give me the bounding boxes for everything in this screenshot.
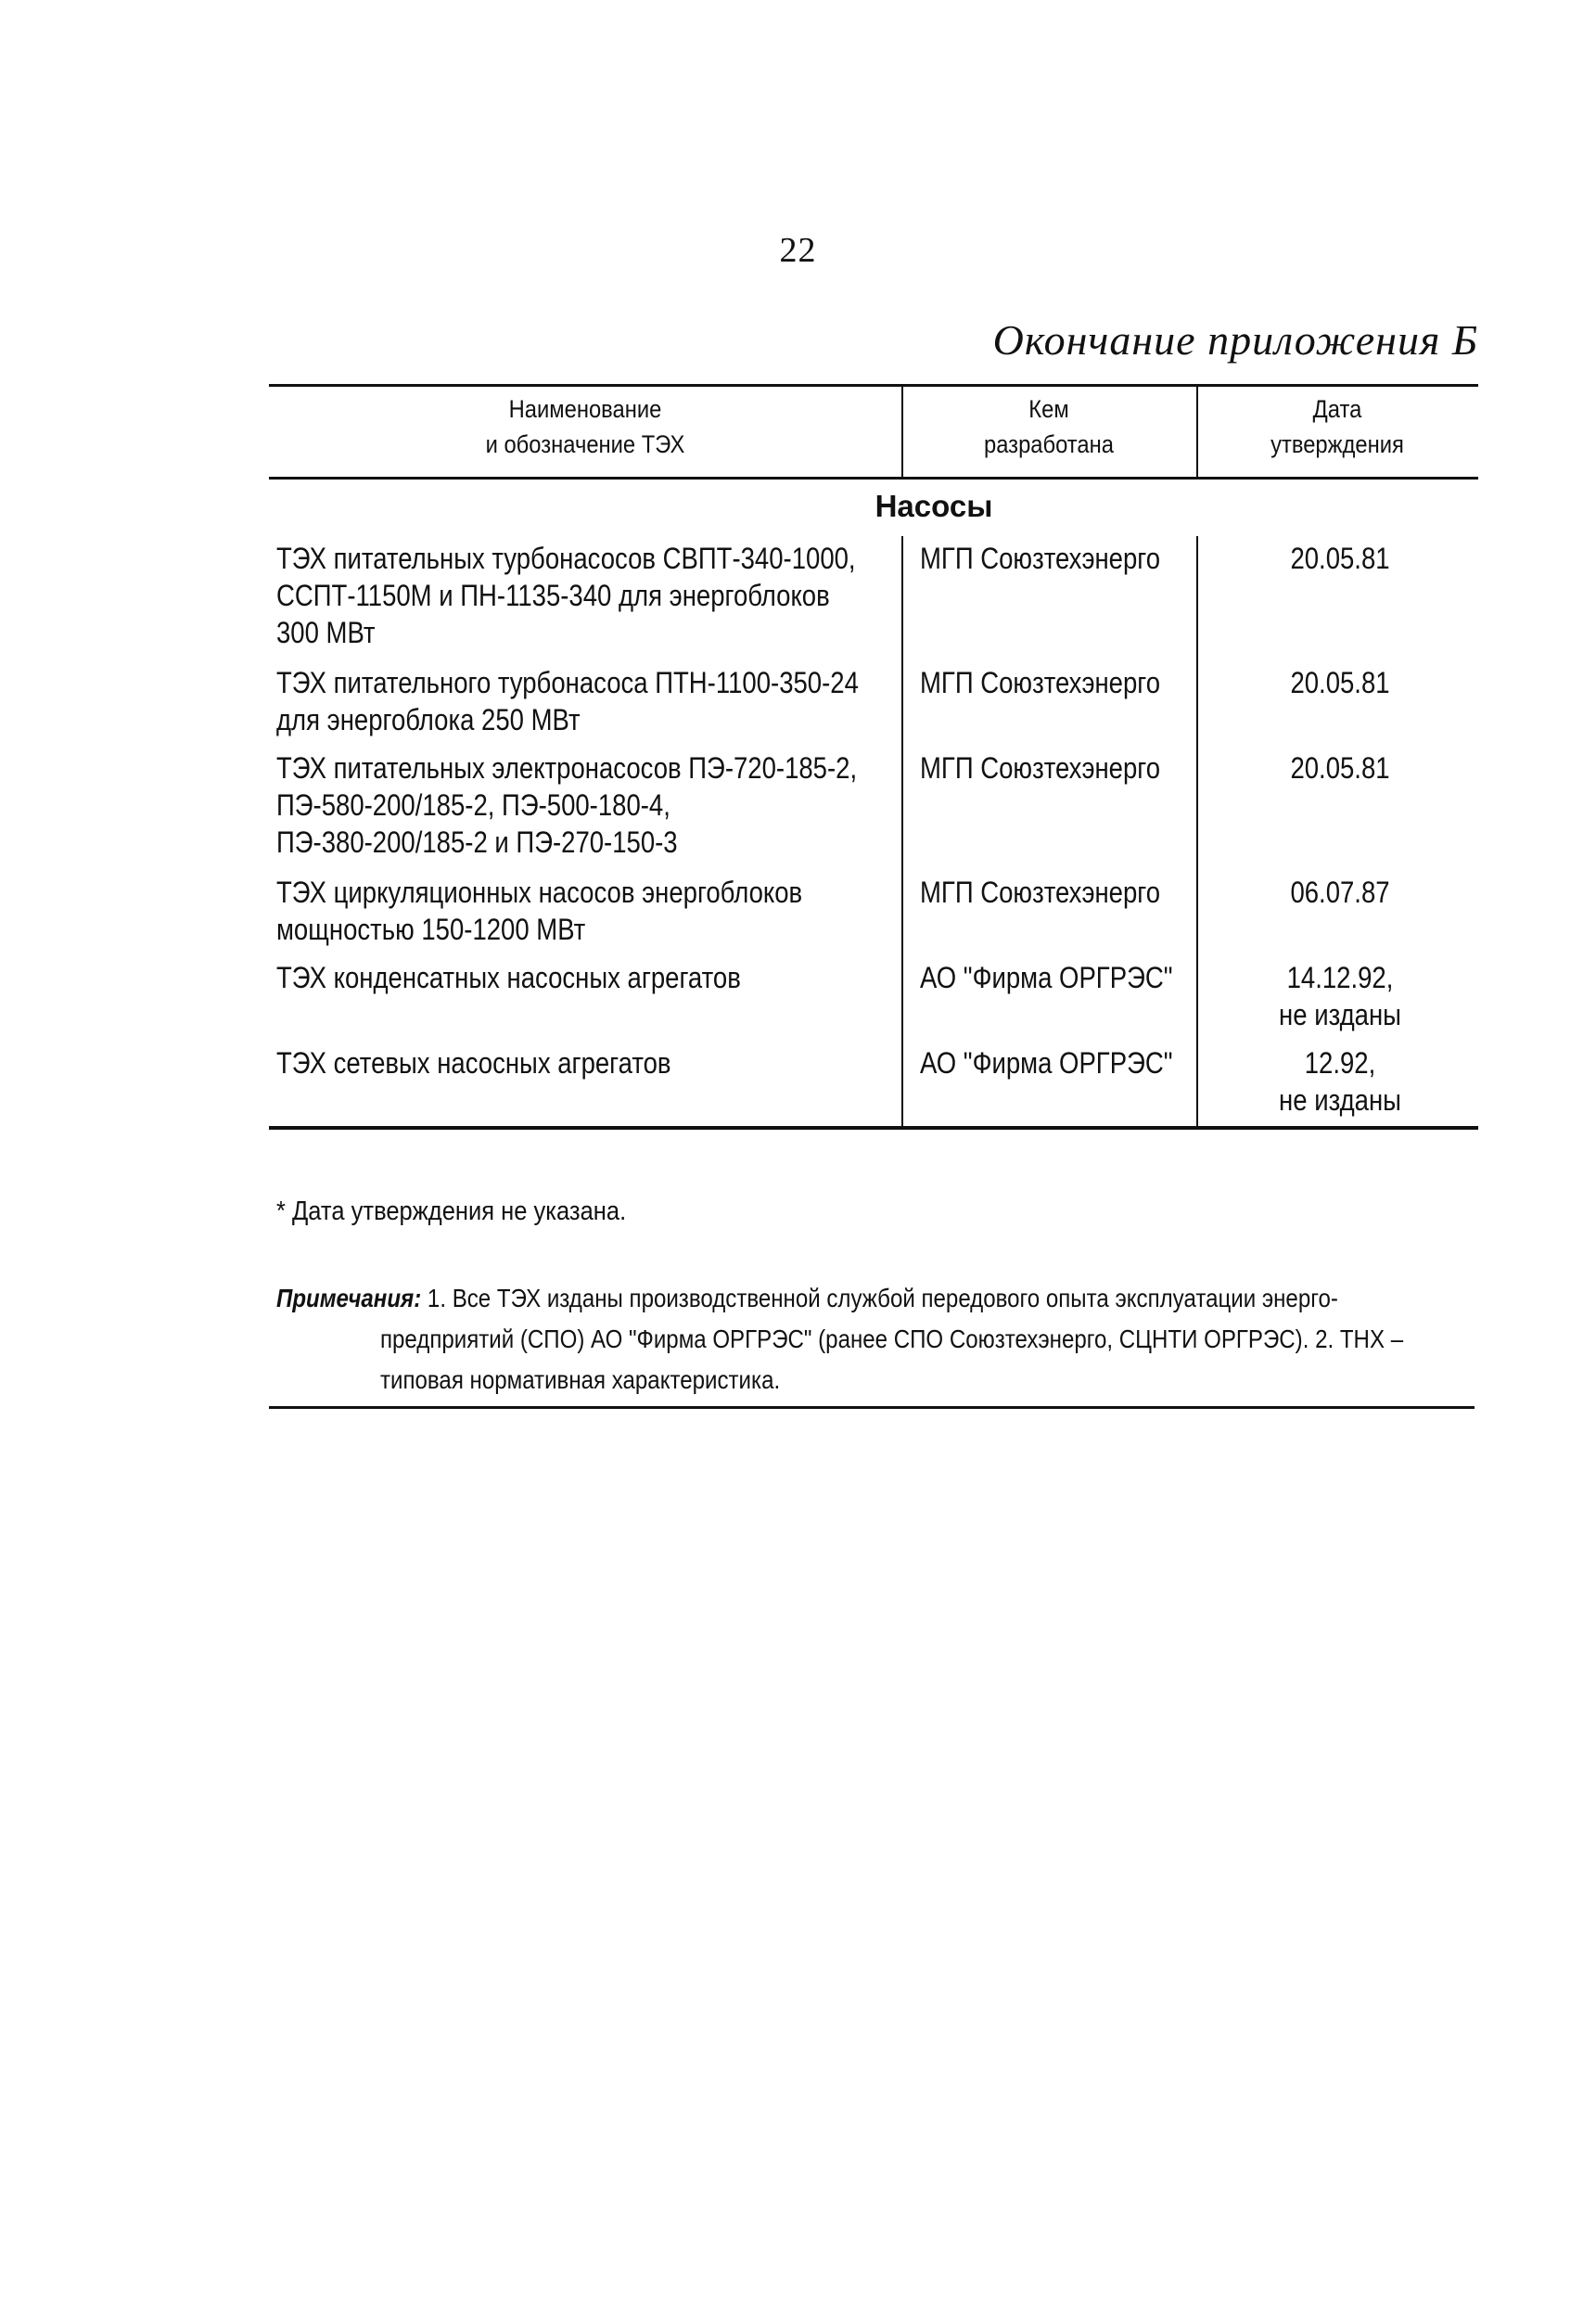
row-1-name-line-1: ТЭХ питательных турбонасосов СВПТ-340-1000, bbox=[276, 542, 856, 575]
row-5-date-line-1: 14.12.92, bbox=[1286, 961, 1394, 994]
header-developer bbox=[919, 391, 1179, 462]
row-4-date bbox=[1224, 874, 1455, 911]
row-1-date-line-1: 20.05.81 bbox=[1290, 542, 1390, 575]
header-developer-line-1: Кем bbox=[1028, 395, 1069, 423]
row-5-name bbox=[276, 959, 741, 996]
notes-line-2: предприятий (СПО) АО "Фирма ОРГРЭС" (ранее СПО Союзтехэнерго, СЦНТИ ОРГРЭС). 2. ТНХ – bbox=[380, 1324, 1404, 1353]
row-6-name-line-1: ТЭХ сетевых насосных агрегатов bbox=[276, 1046, 671, 1080]
row-3-name-line-2: ПЭ-580-200/185-2, ПЭ-500-180-4, bbox=[276, 788, 670, 822]
header-date bbox=[1213, 391, 1462, 462]
header-date-line-2: утверждения bbox=[1270, 430, 1404, 458]
row-4-name-line-2: мощностью 150-1200 МВт bbox=[276, 913, 586, 946]
row-1-developer: МГП Союзтехэнерго bbox=[920, 542, 1161, 575]
footnote: * Дата утверждения не указана. bbox=[276, 1196, 627, 1226]
row-1-name-line-2: ССПТ-1150М и ПН-1135-340 для энергоблоков bbox=[276, 579, 830, 612]
notes-bottom-rule bbox=[269, 1406, 1475, 1409]
section-title: Насосы bbox=[875, 489, 993, 523]
header-name-line-2: и обозначение ТЭХ bbox=[485, 430, 685, 458]
row-3-name-line-3: ПЭ-380-200/185-2 и ПЭ-270-150-3 bbox=[276, 825, 678, 859]
row-3-date bbox=[1224, 749, 1455, 787]
row-3-name-line-1: ТЭХ питательных электронасосов ПЭ-720-185-2, bbox=[276, 751, 858, 785]
header-divider-1 bbox=[901, 384, 903, 479]
row-4-date-line-1: 06.07.87 bbox=[1290, 876, 1390, 909]
row-3-date-line-1: 20.05.81 bbox=[1290, 751, 1390, 785]
row-4-name-line-1: ТЭХ циркуляционных насосов энергоблоков bbox=[276, 876, 803, 909]
header-name bbox=[307, 391, 863, 462]
table-top-rule bbox=[269, 384, 1478, 387]
body-divider-2 bbox=[1196, 536, 1198, 1128]
row-5-date-line-2: не изданы bbox=[1279, 998, 1401, 1031]
appendix-table bbox=[269, 384, 1478, 1132]
notes bbox=[276, 1278, 1482, 1401]
table-bottom-rule bbox=[269, 1126, 1478, 1130]
notes-label: Примечания: bbox=[276, 1284, 422, 1312]
row-3-name bbox=[276, 749, 857, 861]
table-header-rule bbox=[269, 477, 1478, 480]
row-2-developer: МГП Союзтехэнерго bbox=[920, 666, 1161, 699]
row-5-name-line-1: ТЭХ конденсатных насосных агрегатов bbox=[276, 961, 741, 994]
row-6-name bbox=[276, 1044, 671, 1081]
notes-line-3: типовая нормативная характеристика. bbox=[380, 1365, 781, 1394]
row-6-date-line-2: не изданы bbox=[1279, 1083, 1401, 1117]
header-date-line-1: Дата bbox=[1312, 395, 1362, 423]
row-4-developer: МГП Союзтехэнерго bbox=[920, 876, 1161, 909]
notes-line-1 bbox=[276, 1278, 1338, 1319]
body-divider-1 bbox=[901, 536, 903, 1128]
row-2-name-line-2: для энергоблока 250 МВт bbox=[276, 703, 581, 736]
row-2-date bbox=[1224, 664, 1455, 701]
row-1-name bbox=[276, 540, 856, 651]
row-4-name bbox=[276, 874, 802, 948]
header-divider-2 bbox=[1196, 384, 1198, 479]
header-developer-line-2: разработана bbox=[984, 430, 1114, 458]
row-2-name-line-1: ТЭХ питательного турбонасоса ПТН-1100-350-24 bbox=[276, 666, 859, 699]
row-2-name bbox=[276, 664, 859, 738]
row-3-developer: МГП Союзтехэнерго bbox=[920, 751, 1161, 785]
appendix-title: Окончание приложения Б bbox=[992, 316, 1478, 364]
row-5-developer: АО "Фирма ОРГРЭС" bbox=[920, 961, 1173, 994]
header-name-line-1: Наименование bbox=[508, 395, 662, 423]
row-6-date bbox=[1224, 1044, 1455, 1119]
row-1-name-line-3: 300 МВт bbox=[276, 616, 376, 649]
row-5-date bbox=[1224, 959, 1455, 1033]
row-1-date bbox=[1224, 540, 1455, 577]
row-6-date-line-1: 12.92, bbox=[1304, 1046, 1376, 1080]
page-number: 22 bbox=[779, 231, 817, 270]
row-6-developer: АО "Фирма ОРГРЭС" bbox=[920, 1046, 1173, 1080]
row-2-date-line-1: 20.05.81 bbox=[1290, 666, 1390, 699]
notes-text-1: 1. Все ТЭХ изданы производственной службой передового опыта эксплуатации энерго- bbox=[421, 1284, 1338, 1312]
